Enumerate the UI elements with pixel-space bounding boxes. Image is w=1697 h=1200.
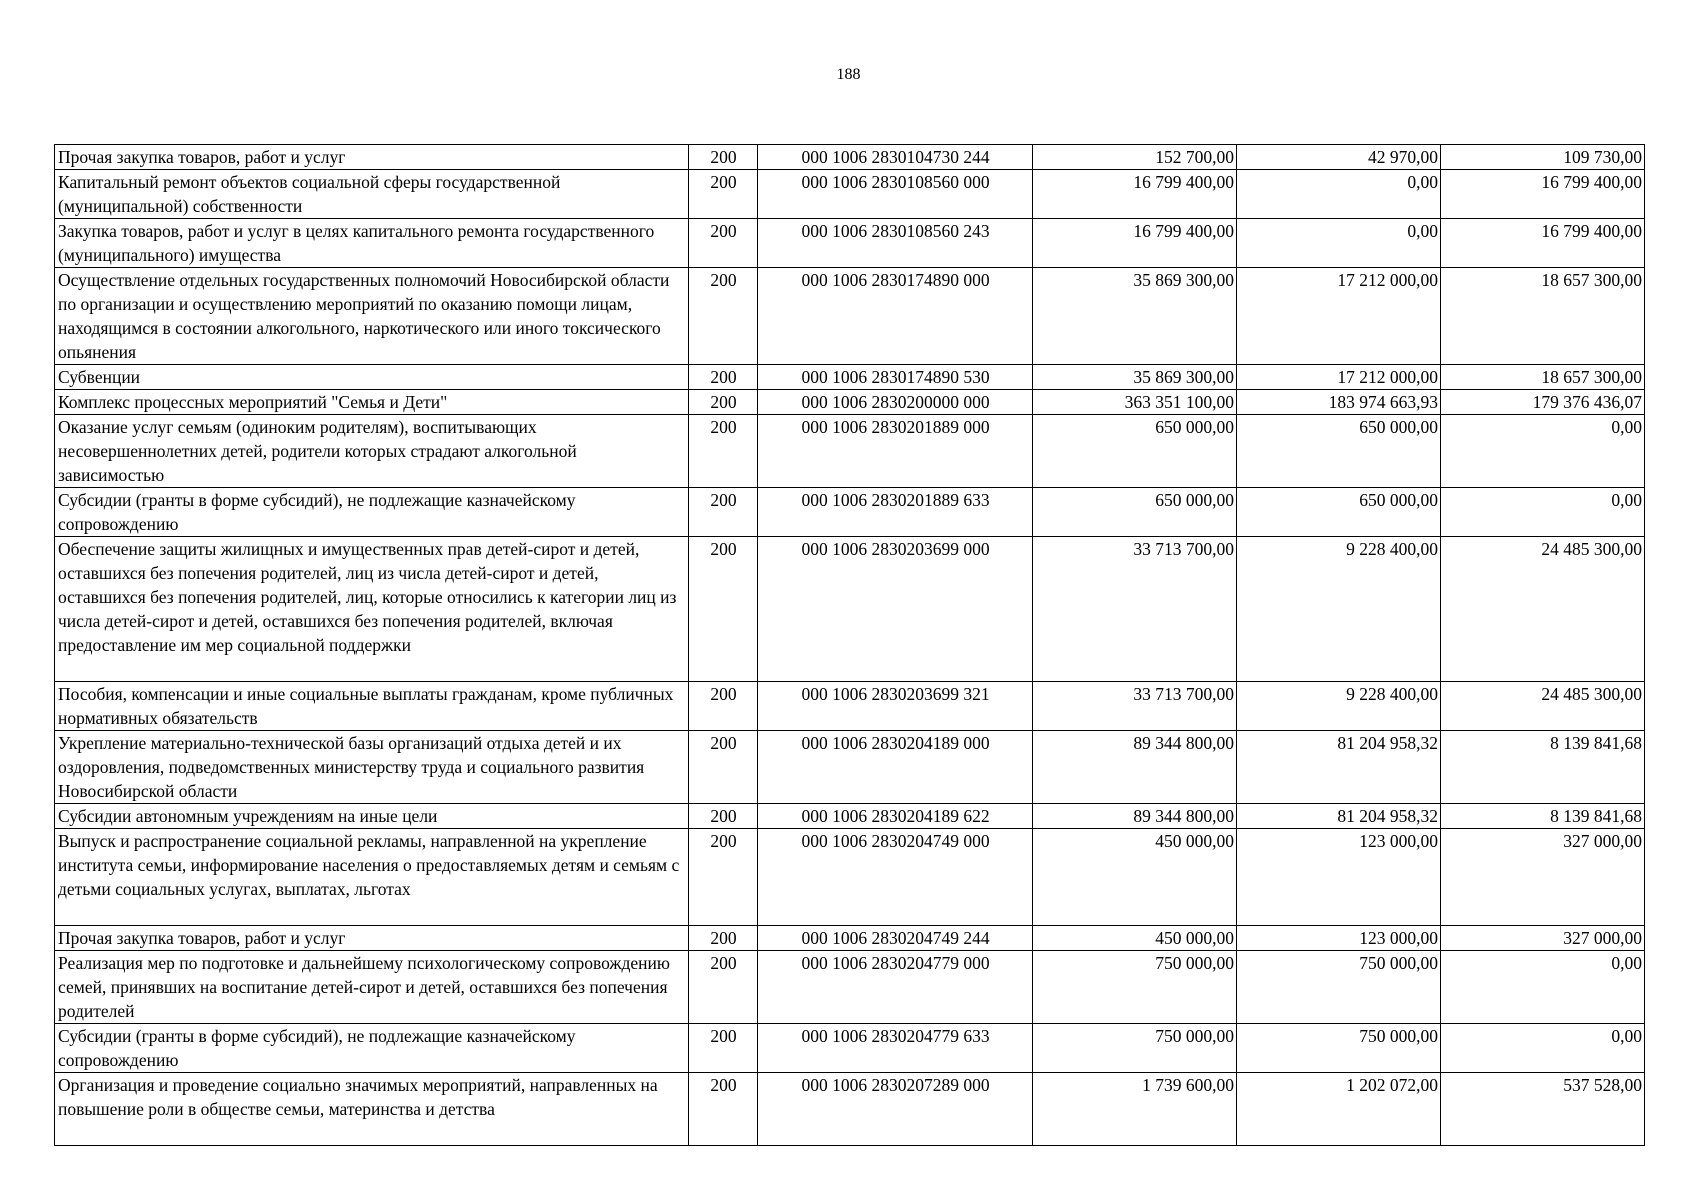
- row-name-cell: Субсидии (гранты в форме субсидий), не подлежащие казначейскому сопровождению: [55, 1024, 689, 1073]
- table-row: [55, 951, 1645, 1024]
- table-row: [55, 488, 1645, 537]
- row-unexecuted-amount-cell: 0,00: [1441, 488, 1645, 537]
- row-approved-amount-cell: 89 344 800,00: [1033, 804, 1237, 829]
- row-unexecuted-amount-cell: 0,00: [1441, 415, 1645, 488]
- row-executed-amount-cell: 650 000,00: [1237, 415, 1441, 488]
- row-unexecuted-amount-cell: 0,00: [1441, 951, 1645, 1024]
- table-body: [55, 145, 1645, 1146]
- row-classification-cell: 000 1006 2830204749 244: [758, 926, 1033, 951]
- row-classification-cell: 000 1006 2830204779 633: [758, 1024, 1033, 1073]
- row-line-code-cell: 200: [689, 731, 758, 804]
- row-approved-amount-cell: 650 000,00: [1033, 488, 1237, 537]
- row-name-cell: Прочая закупка товаров, работ и услуг: [55, 926, 689, 951]
- row-unexecuted-amount-cell: 179 376 436,07: [1441, 390, 1645, 415]
- row-approved-amount-cell: 1 739 600,00: [1033, 1073, 1237, 1146]
- row-executed-amount-cell: 750 000,00: [1237, 1024, 1441, 1073]
- row-approved-amount-cell: 363 351 100,00: [1033, 390, 1237, 415]
- row-name-cell: Субсидии (гранты в форме субсидий), не подлежащие казначейскому сопровождению: [55, 488, 689, 537]
- row-name-cell: Капитальный ремонт объектов социальной сферы государственной (муниципальной) собственности: [55, 170, 689, 219]
- table-row: [55, 219, 1645, 268]
- table-row: [55, 1073, 1645, 1146]
- row-classification-cell: 000 1006 2830203699 321: [758, 682, 1033, 731]
- table-row: [55, 170, 1645, 219]
- row-unexecuted-amount-cell: 16 799 400,00: [1441, 219, 1645, 268]
- row-unexecuted-amount-cell: 8 139 841,68: [1441, 804, 1645, 829]
- row-executed-amount-cell: 81 204 958,32: [1237, 731, 1441, 804]
- row-approved-amount-cell: 89 344 800,00: [1033, 731, 1237, 804]
- row-executed-amount-cell: 0,00: [1237, 170, 1441, 219]
- row-executed-amount-cell: 0,00: [1237, 219, 1441, 268]
- row-executed-amount-cell: 650 000,00: [1237, 488, 1441, 537]
- row-name-cell: Комплекс процессных мероприятий "Семья и Дети": [55, 390, 689, 415]
- table-row: [55, 145, 1645, 170]
- row-executed-amount-cell: 750 000,00: [1237, 951, 1441, 1024]
- row-approved-amount-cell: 33 713 700,00: [1033, 682, 1237, 731]
- row-approved-amount-cell: 450 000,00: [1033, 829, 1237, 926]
- row-approved-amount-cell: 16 799 400,00: [1033, 170, 1237, 219]
- row-unexecuted-amount-cell: 24 485 300,00: [1441, 682, 1645, 731]
- row-classification-cell: 000 1006 2830108560 000: [758, 170, 1033, 219]
- table-row: [55, 415, 1645, 488]
- row-name-cell: Осуществление отдельных государственных полномочий Новосибирской области по организации и осуществлению мероприятий по оказанию помощи лицам, находящимся в состоянии алкогольного, наркотического или иного токсического опьянения: [55, 268, 689, 365]
- row-name-cell: Организация и проведение социально значимых мероприятий, направленных на повышение роли в обществе семьи, материнства и детства: [55, 1073, 689, 1146]
- row-unexecuted-amount-cell: 0,00: [1441, 1024, 1645, 1073]
- row-line-code-cell: 200: [689, 829, 758, 926]
- table-row: [55, 1024, 1645, 1073]
- row-executed-amount-cell: 123 000,00: [1237, 829, 1441, 926]
- row-approved-amount-cell: 650 000,00: [1033, 415, 1237, 488]
- row-line-code-cell: 200: [689, 145, 758, 170]
- row-name-cell: Пособия, компенсации и иные социальные выплаты гражданам, кроме публичных нормативных обязательств: [55, 682, 689, 731]
- table-row: [55, 268, 1645, 365]
- row-unexecuted-amount-cell: 537 528,00: [1441, 1073, 1645, 1146]
- row-name-cell: Оказание услуг семьям (одиноким родителям), воспитывающих несовершеннолетних детей, родители которых страдают алкогольной зависимостью: [55, 415, 689, 488]
- row-line-code-cell: 200: [689, 1024, 758, 1073]
- row-executed-amount-cell: 81 204 958,32: [1237, 804, 1441, 829]
- row-name-cell: Прочая закупка товаров, работ и услуг: [55, 145, 689, 170]
- row-executed-amount-cell: 42 970,00: [1237, 145, 1441, 170]
- row-unexecuted-amount-cell: 8 139 841,68: [1441, 731, 1645, 804]
- row-classification-cell: 000 1006 2830200000 000: [758, 390, 1033, 415]
- row-approved-amount-cell: 33 713 700,00: [1033, 537, 1237, 682]
- row-line-code-cell: 200: [689, 170, 758, 219]
- row-classification-cell: 000 1006 2830104730 244: [758, 145, 1033, 170]
- row-name-cell: Обеспечение защиты жилищных и имущественных прав детей-сирот и детей, оставшихся без попечения родителей, лиц из числа детей-сирот и детей, оставшихся без попечения родителей, лиц, которые относились к категории лиц из числа детей-сирот и детей, оставшихся без попечения родителей, включая предоставление им мер социальной поддержки: [55, 537, 689, 682]
- row-approved-amount-cell: 16 799 400,00: [1033, 219, 1237, 268]
- row-classification-cell: 000 1006 2830204779 000: [758, 951, 1033, 1024]
- row-line-code-cell: 200: [689, 537, 758, 682]
- row-classification-cell: 000 1006 2830108560 243: [758, 219, 1033, 268]
- row-classification-cell: 000 1006 2830204749 000: [758, 829, 1033, 926]
- row-executed-amount-cell: 9 228 400,00: [1237, 537, 1441, 682]
- row-executed-amount-cell: 9 228 400,00: [1237, 682, 1441, 731]
- row-classification-cell: 000 1006 2830203699 000: [758, 537, 1033, 682]
- row-executed-amount-cell: 1 202 072,00: [1237, 1073, 1441, 1146]
- row-name-cell: Субвенции: [55, 365, 689, 390]
- table-row: [55, 731, 1645, 804]
- row-line-code-cell: 200: [689, 926, 758, 951]
- row-classification-cell: 000 1006 2830201889 000: [758, 415, 1033, 488]
- table-row: [55, 926, 1645, 951]
- row-line-code-cell: 200: [689, 682, 758, 731]
- row-unexecuted-amount-cell: 18 657 300,00: [1441, 365, 1645, 390]
- row-line-code-cell: 200: [689, 365, 758, 390]
- row-line-code-cell: 200: [689, 268, 758, 365]
- row-line-code-cell: 200: [689, 951, 758, 1024]
- budget-execution-table: [54, 144, 1645, 1146]
- row-approved-amount-cell: 750 000,00: [1033, 951, 1237, 1024]
- row-unexecuted-amount-cell: 109 730,00: [1441, 145, 1645, 170]
- page-number: 188: [836, 66, 861, 83]
- row-unexecuted-amount-cell: 327 000,00: [1441, 829, 1645, 926]
- row-name-cell: Закупка товаров, работ и услуг в целях капитального ремонта государственного (муниципального) имущества: [55, 219, 689, 268]
- row-line-code-cell: 200: [689, 415, 758, 488]
- row-approved-amount-cell: 450 000,00: [1033, 926, 1237, 951]
- row-classification-cell: 000 1006 2830207289 000: [758, 1073, 1033, 1146]
- row-name-cell: Укрепление материально-технической базы организаций отдыха детей и их оздоровления, подведомственных министерству труда и социального развития Новосибирской области: [55, 731, 689, 804]
- table-row: [55, 365, 1645, 390]
- row-unexecuted-amount-cell: 18 657 300,00: [1441, 268, 1645, 365]
- row-line-code-cell: 200: [689, 219, 758, 268]
- table-row: [55, 829, 1645, 926]
- row-line-code-cell: 200: [689, 390, 758, 415]
- row-name-cell: Субсидии автономным учреждениям на иные цели: [55, 804, 689, 829]
- row-unexecuted-amount-cell: 24 485 300,00: [1441, 537, 1645, 682]
- row-approved-amount-cell: 35 869 300,00: [1033, 268, 1237, 365]
- row-classification-cell: 000 1006 2830174890 530: [758, 365, 1033, 390]
- table-row: [55, 682, 1645, 731]
- row-executed-amount-cell: 123 000,00: [1237, 926, 1441, 951]
- row-approved-amount-cell: 35 869 300,00: [1033, 365, 1237, 390]
- table-row: [55, 537, 1645, 682]
- row-line-code-cell: 200: [689, 488, 758, 537]
- row-classification-cell: 000 1006 2830204189 622: [758, 804, 1033, 829]
- table-row: [55, 804, 1645, 829]
- row-classification-cell: 000 1006 2830174890 000: [758, 268, 1033, 365]
- row-line-code-cell: 200: [689, 804, 758, 829]
- row-classification-cell: 000 1006 2830201889 633: [758, 488, 1033, 537]
- row-approved-amount-cell: 152 700,00: [1033, 145, 1237, 170]
- row-executed-amount-cell: 183 974 663,93: [1237, 390, 1441, 415]
- row-approved-amount-cell: 750 000,00: [1033, 1024, 1237, 1073]
- table-row: [55, 390, 1645, 415]
- row-line-code-cell: 200: [689, 1073, 758, 1146]
- row-unexecuted-amount-cell: 327 000,00: [1441, 926, 1645, 951]
- row-executed-amount-cell: 17 212 000,00: [1237, 365, 1441, 390]
- row-classification-cell: 000 1006 2830204189 000: [758, 731, 1033, 804]
- row-executed-amount-cell: 17 212 000,00: [1237, 268, 1441, 365]
- row-unexecuted-amount-cell: 16 799 400,00: [1441, 170, 1645, 219]
- row-name-cell: Выпуск и распространение социальной рекламы, направленной на укрепление института семьи, информирование населения о предоставляемых детям и семьям с детьми социальных услугах, выплатах, льготах: [55, 829, 689, 926]
- row-name-cell: Реализация мер по подготовке и дальнейшему психологическому сопровождению семей, принявших на воспитание детей-сирот и детей, оставшихся без попечения родителей: [55, 951, 689, 1024]
